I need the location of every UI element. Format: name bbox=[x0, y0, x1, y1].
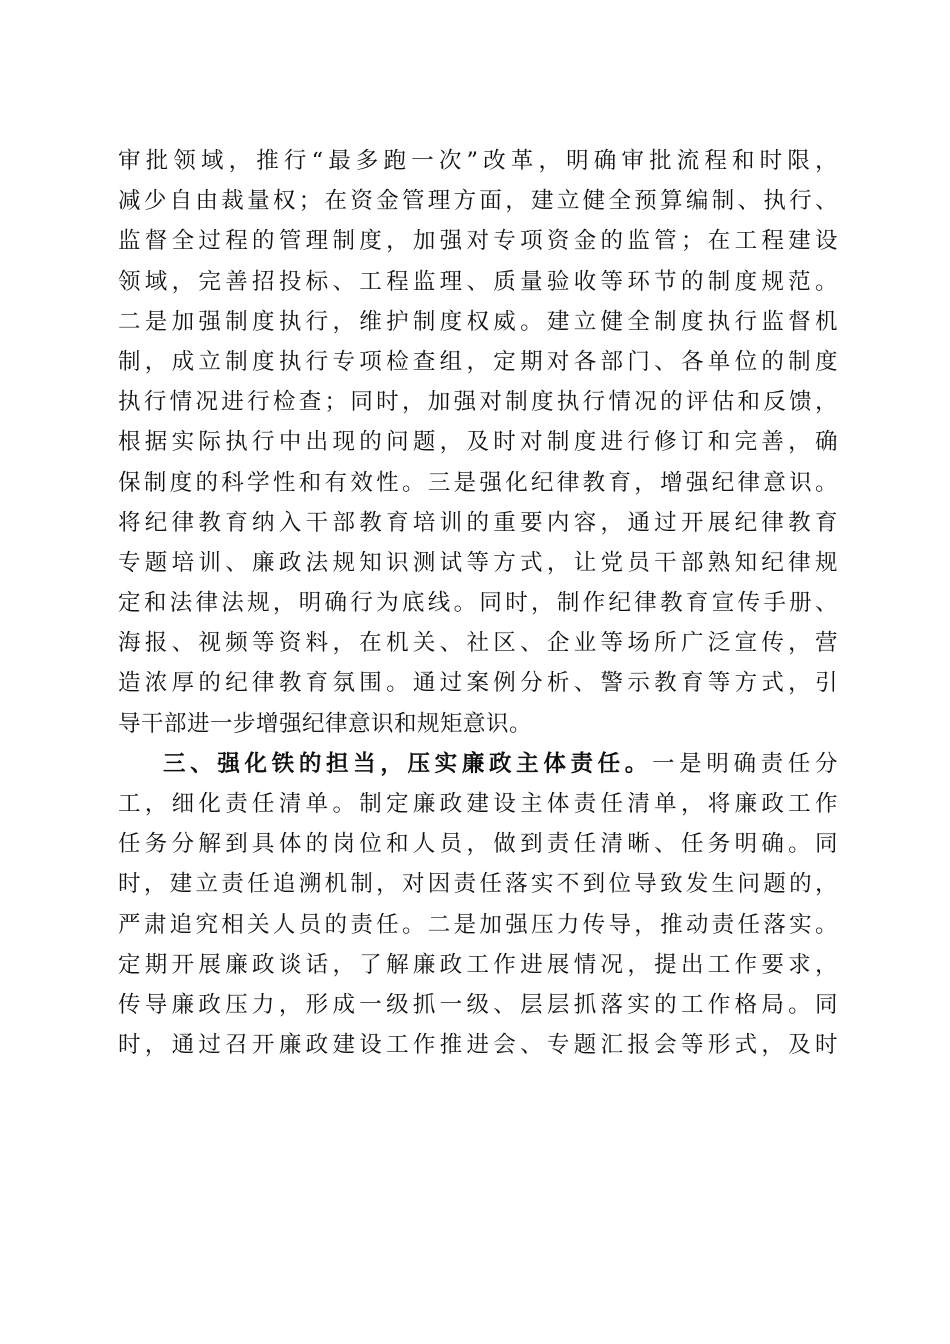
text-line: 定和法律法规，明确行为底线。同时，制作纪律教育宣传手册、 bbox=[118, 590, 838, 617]
text-line: 时，建立责任追溯机制，对因责任落实不到位导致发生问题的， bbox=[118, 871, 838, 898]
section-heading-rest: 一是明确责任分 bbox=[651, 750, 838, 777]
text-line: 领域，完善招投标、工程监理、质量验收等环节的制度规范。 bbox=[118, 268, 838, 295]
text-line: 减少自由裁量权；在资金管理方面，建立健全预算编制、执行、 bbox=[118, 188, 838, 215]
text-line: 制，成立制度执行专项检查组，定期对各部门、各单位的制度 bbox=[118, 348, 838, 375]
section-heading-line bbox=[118, 744, 838, 784]
text-line: 导干部进一步增强纪律意识和规矩意识。 bbox=[118, 710, 533, 737]
text-line: 传导廉政压力，形成一级抓一级、层层抓落实的工作格局。同 bbox=[118, 991, 838, 1018]
text-line: 工，细化责任清单。制定廉政建设主体责任清单，将廉政工作 bbox=[118, 791, 838, 817]
text-line: 监督全过程的管理制度，加强对专项资金的监管；在工程建设 bbox=[118, 228, 838, 255]
text-line: 任务分解到具体的岗位和人员，做到责任清晰、任务明确。同 bbox=[118, 831, 838, 858]
body-text bbox=[118, 141, 838, 1065]
text-line: 执行情况进行检查；同时，加强对制度执行情况的评估和反馈， bbox=[118, 389, 838, 416]
text-line: 二是加强制度执行，维护制度权威。建立健全制度执行监督机 bbox=[118, 308, 838, 335]
text-line: 严肃追究相关人员的责任。二是加强压力传导，推动责任落实。 bbox=[118, 911, 838, 938]
text-line: 造浓厚的纪律教育氛围。通过案例分析、警示教育等方式，引 bbox=[118, 670, 838, 697]
text-line: 海报、视频等资料，在机关、社区、企业等场所广泛宣传，营 bbox=[118, 630, 838, 657]
text-line: 审批领域，推行“最多跑一次”改革，明确审批流程和时限， bbox=[118, 148, 838, 174]
text-line: 定期开展廉政谈话，了解廉政工作进展情况，提出工作要求， bbox=[118, 951, 838, 978]
text-line: 保制度的科学性和有效性。三是强化纪律教育，增强纪律意识。 bbox=[118, 469, 838, 496]
text-line: 根据实际执行中出现的问题，及时对制度进行修订和完善，确 bbox=[118, 429, 838, 456]
text-line: 时，通过召开廉政建设工作推进会、专题汇报会等形式，及时 bbox=[118, 1032, 838, 1059]
text-line: 专题培训、廉政法规知识测试等方式，让党员干部熟知纪律规 bbox=[118, 549, 838, 576]
section-heading: 三、强化铁的担当，压实廉政主体责任。 bbox=[163, 750, 652, 777]
text-line: 将纪律教育纳入干部教育培训的重要内容，通过开展纪律教育 bbox=[118, 509, 838, 536]
